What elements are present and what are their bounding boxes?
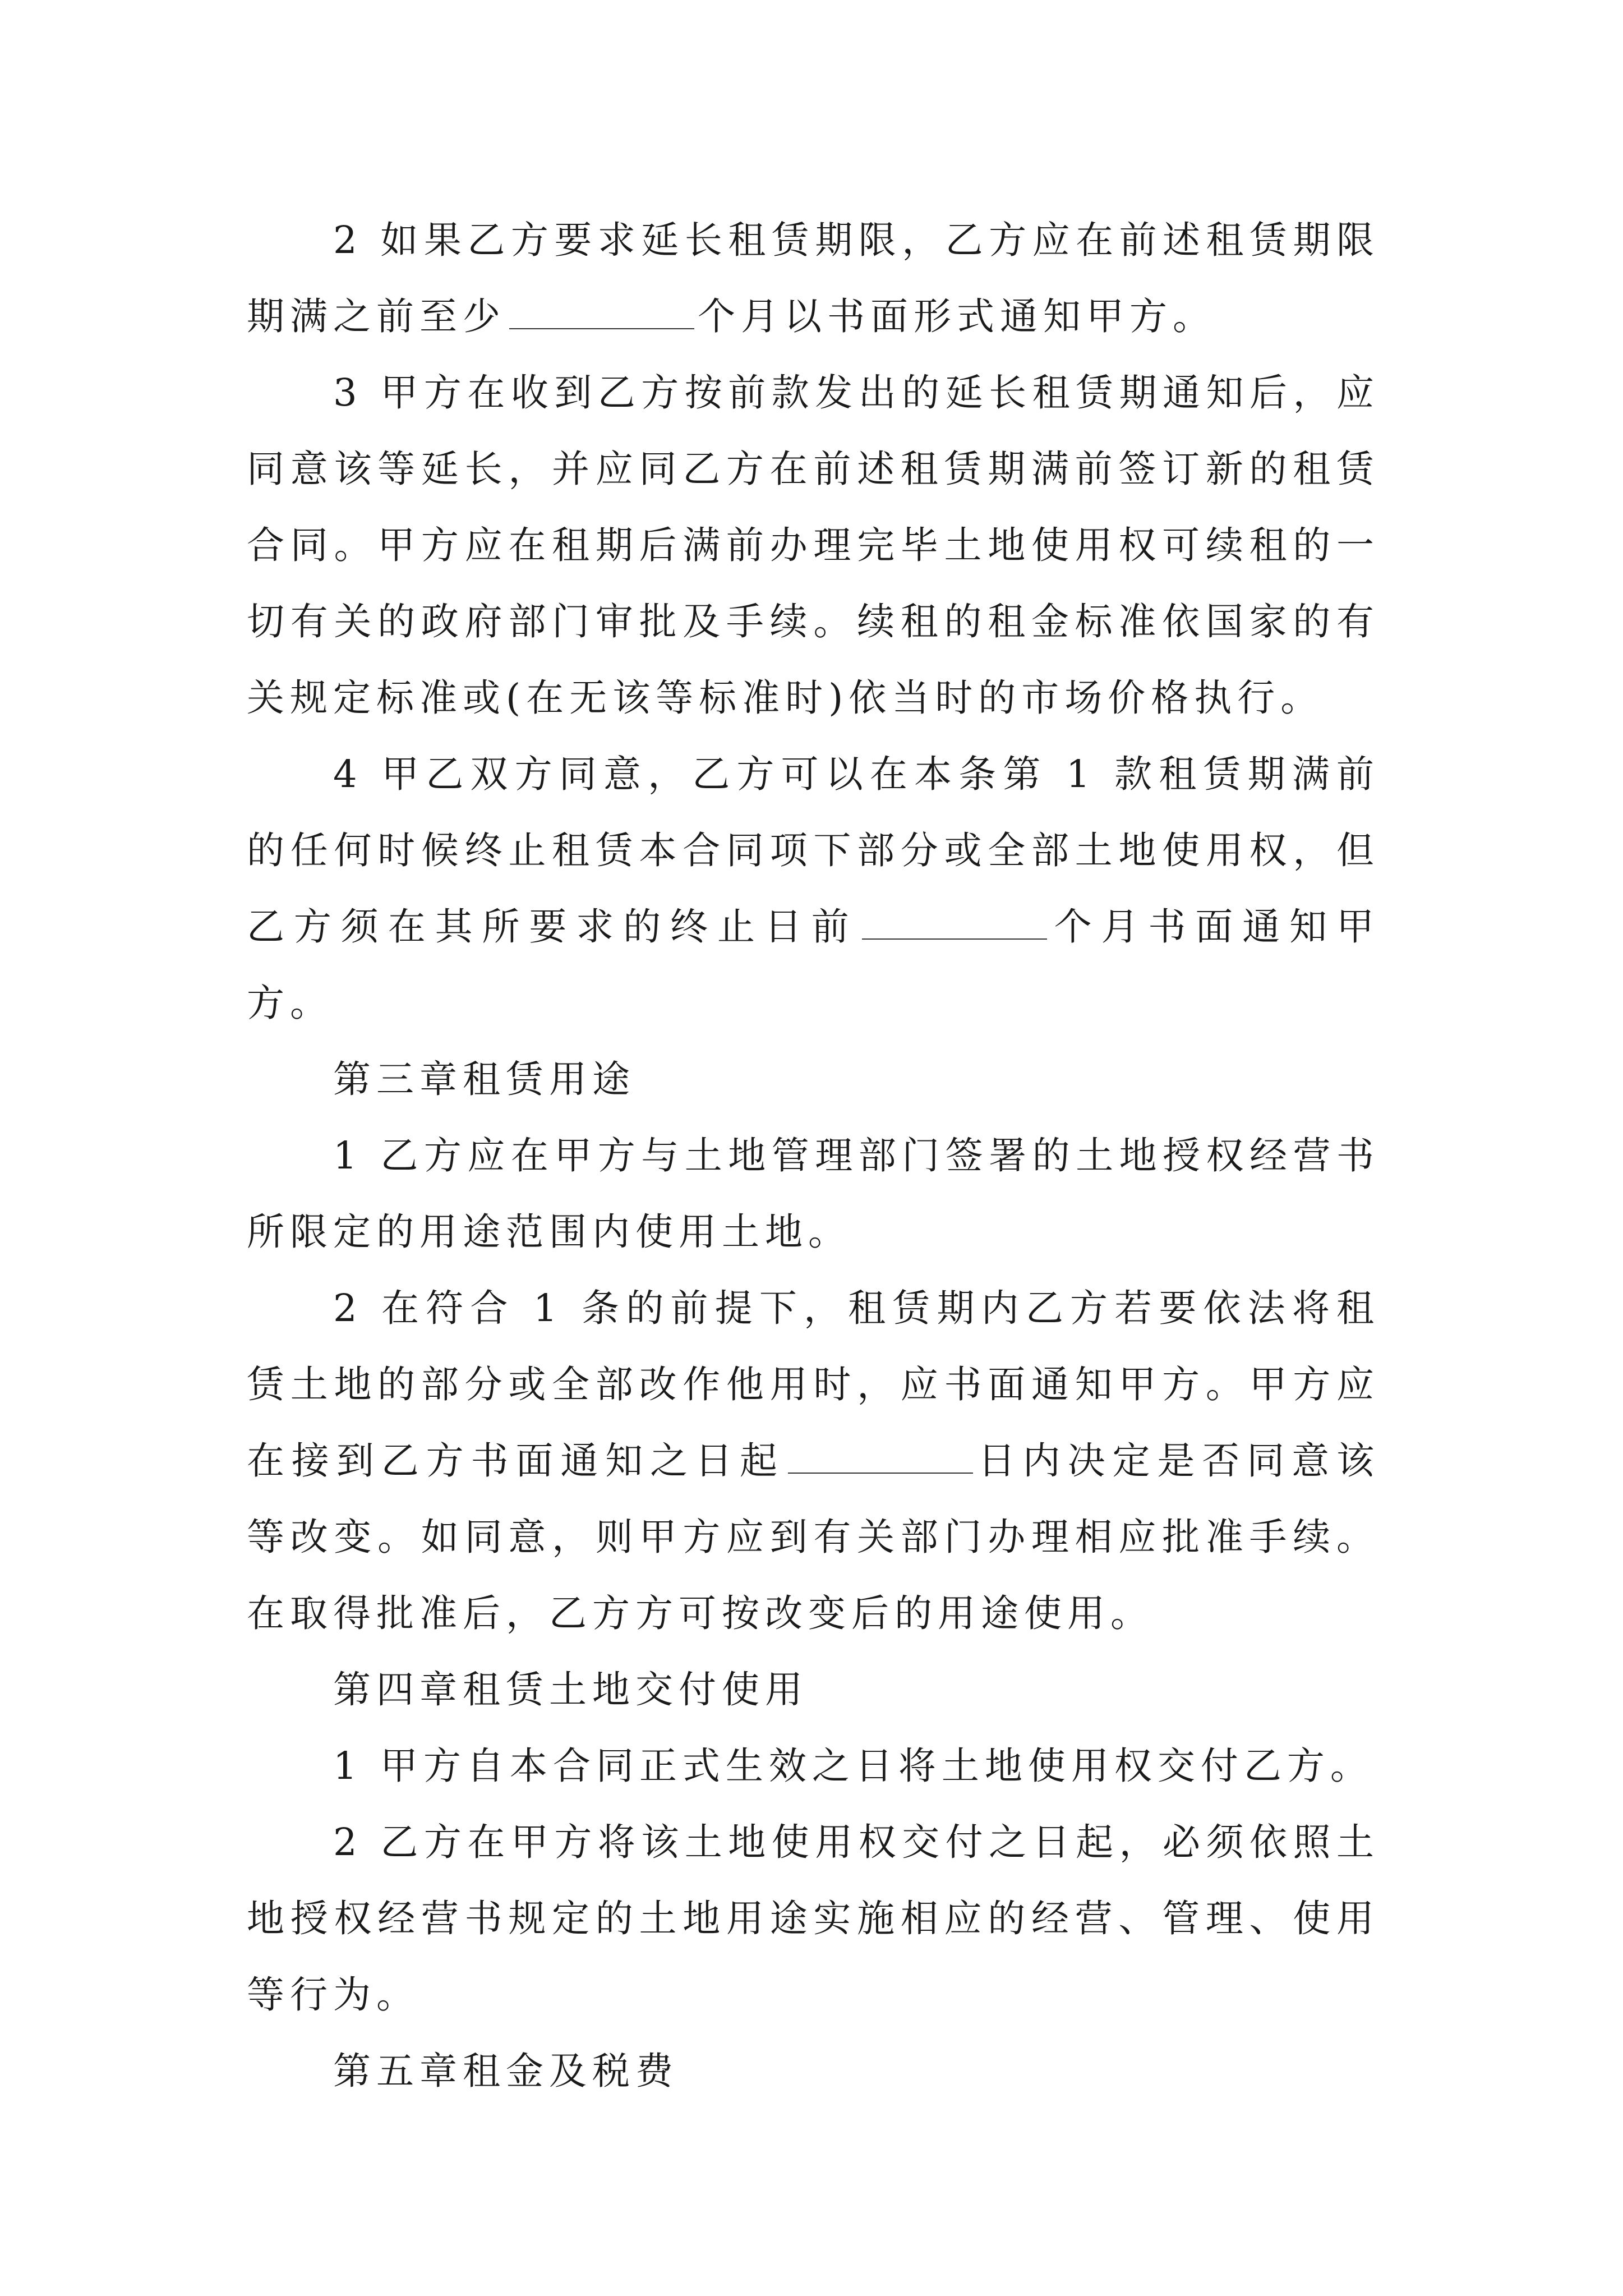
chapter-heading-3: 第三章租赁用途 xyxy=(333,1057,635,1101)
paragraph-early-termination xyxy=(247,736,1380,1041)
paragraph-change-of-use xyxy=(247,1270,1380,1651)
paragraph-permitted-use: 1 乙方应在甲方与土地管理部门签署的土地授权经营书所限定的用途范围内使用土地。 xyxy=(247,1134,1380,1254)
chapter-heading-5: 第五章租金及税费 xyxy=(333,2049,679,2093)
document-body xyxy=(247,202,1380,2109)
paragraph-land-use-obligation: 2 乙方在甲方将该土地使用权交付之日起，必须依照土地授权经营书规定的土地用途实施相应的经营、管理、使用等行为。 xyxy=(247,1820,1380,2017)
paragraph-extension-agreement: 3 甲方在收到乙方按前款发出的延长租赁期通知后，应同意该等延长，并应同乙方在前述租赁期满前签订新的租赁合同。甲方应在租期后满前办理完毕土地使用权可续租的一切有关的政府部门审批及手续。续租的租金标准依国家的有关规定标准或(在无该等标准时)依当时的市场价格执行。 xyxy=(247,371,1380,720)
paragraph-text: 2 在符合 1 条的前提下，租赁期内乙方若要依法将租赁土地的部分或全部改作他用时，应书面通知甲方。甲方应在接到乙方书面通知之日起 xyxy=(247,1286,1380,1483)
paragraph-text: 日内决定是否同意该等改变。如同意，则甲方应到有关部门办理相应批准手续。在取得批准后，乙方方可按改变后的用途使用。 xyxy=(247,1439,1380,1635)
blank-months-field xyxy=(862,909,1047,940)
chapter-heading-4: 第四章租赁土地交付使用 xyxy=(333,1668,808,1711)
paragraph-text: 4 甲乙双方同意，乙方可以在本条第 1 款租赁期满前的任何时候终止租赁本合同项下部分或全部土地使用权，但乙方须在其所要求的终止日前 xyxy=(247,752,1380,949)
blank-months-field xyxy=(509,299,694,329)
paragraph-text: 个月以书面形式通知甲方。 xyxy=(698,295,1216,338)
paragraph-text: 个月书面通知甲方。 xyxy=(247,905,1380,1025)
paragraph-land-delivery: 1 甲方自本合同正式生效之日将土地使用权交付乙方。 xyxy=(333,1744,1373,1788)
paragraph-lease-extension-notice xyxy=(247,202,1380,355)
blank-days-field xyxy=(788,1443,973,1474)
paragraph-text: 2 如果乙方要求延长租赁期限，乙方应在前述租赁期限期满之前至少 xyxy=(247,218,1380,338)
